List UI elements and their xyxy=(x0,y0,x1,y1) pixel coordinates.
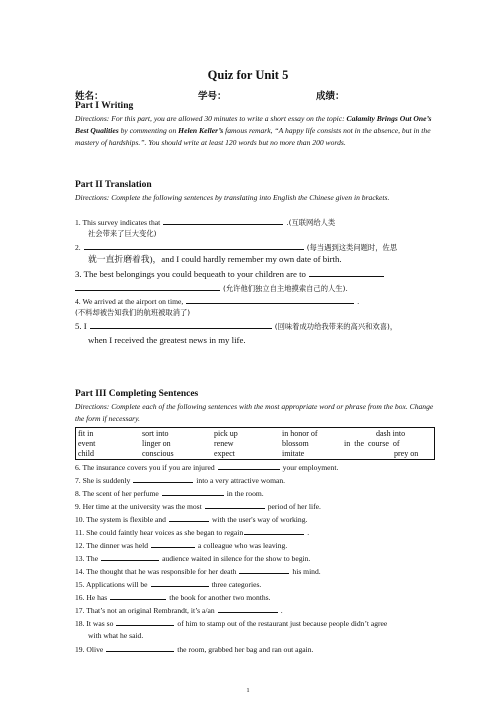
sentence-item-9: 9. Her time at the university was the most period of her life. xyxy=(75,502,321,511)
answer-blank[interactable] xyxy=(218,604,278,613)
answer-blank[interactable] xyxy=(90,320,272,329)
word-box xyxy=(75,427,435,460)
answer-blank[interactable] xyxy=(151,539,195,548)
page-title: Quiz for Unit 5 xyxy=(207,68,289,82)
sentence-item-16: 16. He has the book for another two months. xyxy=(75,593,271,602)
sentence-item-14: 14. The thought that he was responsible for her death his mind. xyxy=(75,567,321,576)
translation-item-2: 2. (每当遇到这类问题时，佐思 xyxy=(75,243,398,252)
translation-item-3: 3. The best belongings you could bequeath to your children are to xyxy=(75,268,387,280)
translation-item-5: 5. I (回味着成功给我带来的高兴和欢喜)， xyxy=(75,321,398,331)
essay-topic: Calamity Brings Out One’s Best Qualities xyxy=(75,114,432,135)
word-box-item: prey on xyxy=(394,449,419,458)
part2-heading: Part II Translation xyxy=(75,180,152,190)
page-number: 1 xyxy=(246,687,250,694)
sentence-item-19: 19. Olive the room, grabbed her bag and ran out again. xyxy=(75,645,314,654)
part3-directions: Directions: Complete each of the following sentences with the most appropriate word or phrase from the box. Change the form if necessary. xyxy=(75,402,434,423)
word-box-item: in honor of xyxy=(282,429,318,438)
answer-blank[interactable] xyxy=(133,474,193,483)
word-box-item: fit in xyxy=(78,429,94,438)
translation-item-1: 1. This survey indicates that .(互联网给人类 xyxy=(75,218,336,227)
word-box-item: dash into xyxy=(376,429,406,438)
sentence-item-7: 7. She is suddenly into a very attractive woman. xyxy=(75,476,286,485)
author-name: Helen Keller’s xyxy=(178,126,224,135)
sentence-item-6: 6. The insurance covers you if you are injured your employment. xyxy=(75,463,339,472)
answer-blank[interactable] xyxy=(75,282,220,291)
sentence-item-18-cont: with what he said. xyxy=(88,631,144,640)
part1-directions: Directions: For this part, you are allowed 30 minutes to write a short essay on the topic: Calamity Brings Out One’s Best Qualities by commenting on Helen Keller’s famous remark, “A happy life consists not in the absence, but in the mastery of hardships.”. You should write at least 120 words but no more than 200 words. xyxy=(75,114,432,147)
quiz-page: Quiz for Unit 5 姓名： 学号： 成绩： Part I Writing Directions: For this part, you are allowed 30 minutes to write a short essay on the topic: Calamity Brings Out One’s Best Qualities by commenting on Helen Keller’s famous remark, “A happy life consists not in the absence, but in the mastery of hardships.”. You should write at least 120 words but no more than 200 words. Part II Translation Directions: Complete the following sentences by translating into English the Chinese given in brackets. 1. This survey indicates that .(互联网给人类 社会带来了巨大变化) 2. (每当遇到这类问题时，佐思 就一直折磨着我)，and I could hardly remember my own date of birth. 3. The best belongings you could bequeath to your children are to (允许他们独立自主地摸索自己的人生). 4. We arrived at the airport on time, . (不料却被告知我们的航班被取消了) 5. I (回味着成功给我带来的高兴和欢喜)， when I received the greatest news in my life. Part III Completing Sentences Directions: Complete each of the following sentences with the most appropriate word or phrase from the box. Change the form if necessary. fit in sort into pick up in honor of dash into event linger on renew blossom in the course of child conscious expect imitate prey on 6. The insurance covers you if you are injured your employment. 7. She is suddenly into a very attractive woman. 8. The scent of her perfume in the room. 9. Her time at the university was the most period of her life. 10. The system is flexible and with the user's way of working. 11. She could faintly hear voices as she began to regain . 12. The dinner was held a colleague who was leaving. 13. The audience waited in silence for the show to begin. 14. The thought that he was responsible for her death his mind. 15. Applications will be three categories. 16. He has the book for another two months. 17. That’s not an original Rembrandt, it’s a/an . 18. It was so of him to stamp out of the restaurant just because people didn’t agree with what he said. 19. Olive the room, grabbed her bag and ran out again. 1 xyxy=(0,0,496,702)
sentence-item-10: 10. The system is flexible and with the user's way of working. xyxy=(75,515,308,524)
sentence-item-18: 18. It was so of him to stamp out of the restaurant just because people didn’t agree xyxy=(75,619,388,628)
sentence-item-15: 15. Applications will be three categories. xyxy=(75,580,262,589)
word-box-item: imitate xyxy=(282,449,305,458)
answer-blank[interactable] xyxy=(163,216,283,225)
part3-heading: Part III Completing Sentences xyxy=(75,389,199,399)
answer-blank[interactable] xyxy=(116,617,174,626)
part2-directions: Directions: Complete the following sentences by translating into English the Chinese given in brackets. xyxy=(75,193,390,202)
student-id-label: 学号： xyxy=(198,92,227,102)
answer-blank[interactable] xyxy=(101,552,159,561)
part1-heading: Part I Writing xyxy=(75,101,134,111)
word-box-item: conscious xyxy=(142,449,174,458)
answer-blank[interactable] xyxy=(239,565,289,574)
answer-blank[interactable] xyxy=(106,643,174,652)
word-box-item: pick up xyxy=(214,429,238,438)
answer-blank[interactable] xyxy=(110,591,166,600)
translation-item-4: 4. We arrived at the airport on time, . xyxy=(75,297,360,306)
word-box-item: in the course of xyxy=(344,439,400,448)
sentence-item-13: 13. The audience waited in silence for the show to begin. xyxy=(75,554,311,563)
word-box-item: event xyxy=(78,439,96,448)
answer-blank[interactable] xyxy=(84,241,304,250)
answer-blank[interactable] xyxy=(205,500,265,509)
sentence-item-12: 12. The dinner was held a colleague who was leaving. xyxy=(75,541,288,550)
word-box-item: child xyxy=(78,449,94,458)
answer-blank[interactable] xyxy=(151,578,209,587)
word-box-item: linger on xyxy=(142,439,171,448)
word-box-item: expect xyxy=(214,449,235,458)
answer-blank[interactable] xyxy=(186,295,354,304)
sentence-item-11: 11. She could faintly hear voices as she began to regain . xyxy=(75,528,310,537)
answer-blank[interactable] xyxy=(218,461,280,470)
word-box-item: renew xyxy=(214,439,234,448)
answer-blank[interactable] xyxy=(244,526,304,535)
quote: “A happy life consists not in the absence, but in the mastery of hardships.”. xyxy=(75,126,431,147)
score-label: 成绩： xyxy=(316,92,345,102)
name-label: 姓名： xyxy=(75,92,104,102)
word-box-item: blossom xyxy=(282,439,309,448)
word-box-item: sort into xyxy=(142,429,169,438)
answer-blank[interactable] xyxy=(309,268,384,277)
answer-blank[interactable] xyxy=(162,487,224,496)
answer-blank[interactable] xyxy=(169,513,209,522)
sentence-item-8: 8. The scent of her perfume in the room. xyxy=(75,489,264,498)
sentence-item-17: 17. That’s not an original Rembrandt, it’s a/an . xyxy=(75,606,283,615)
